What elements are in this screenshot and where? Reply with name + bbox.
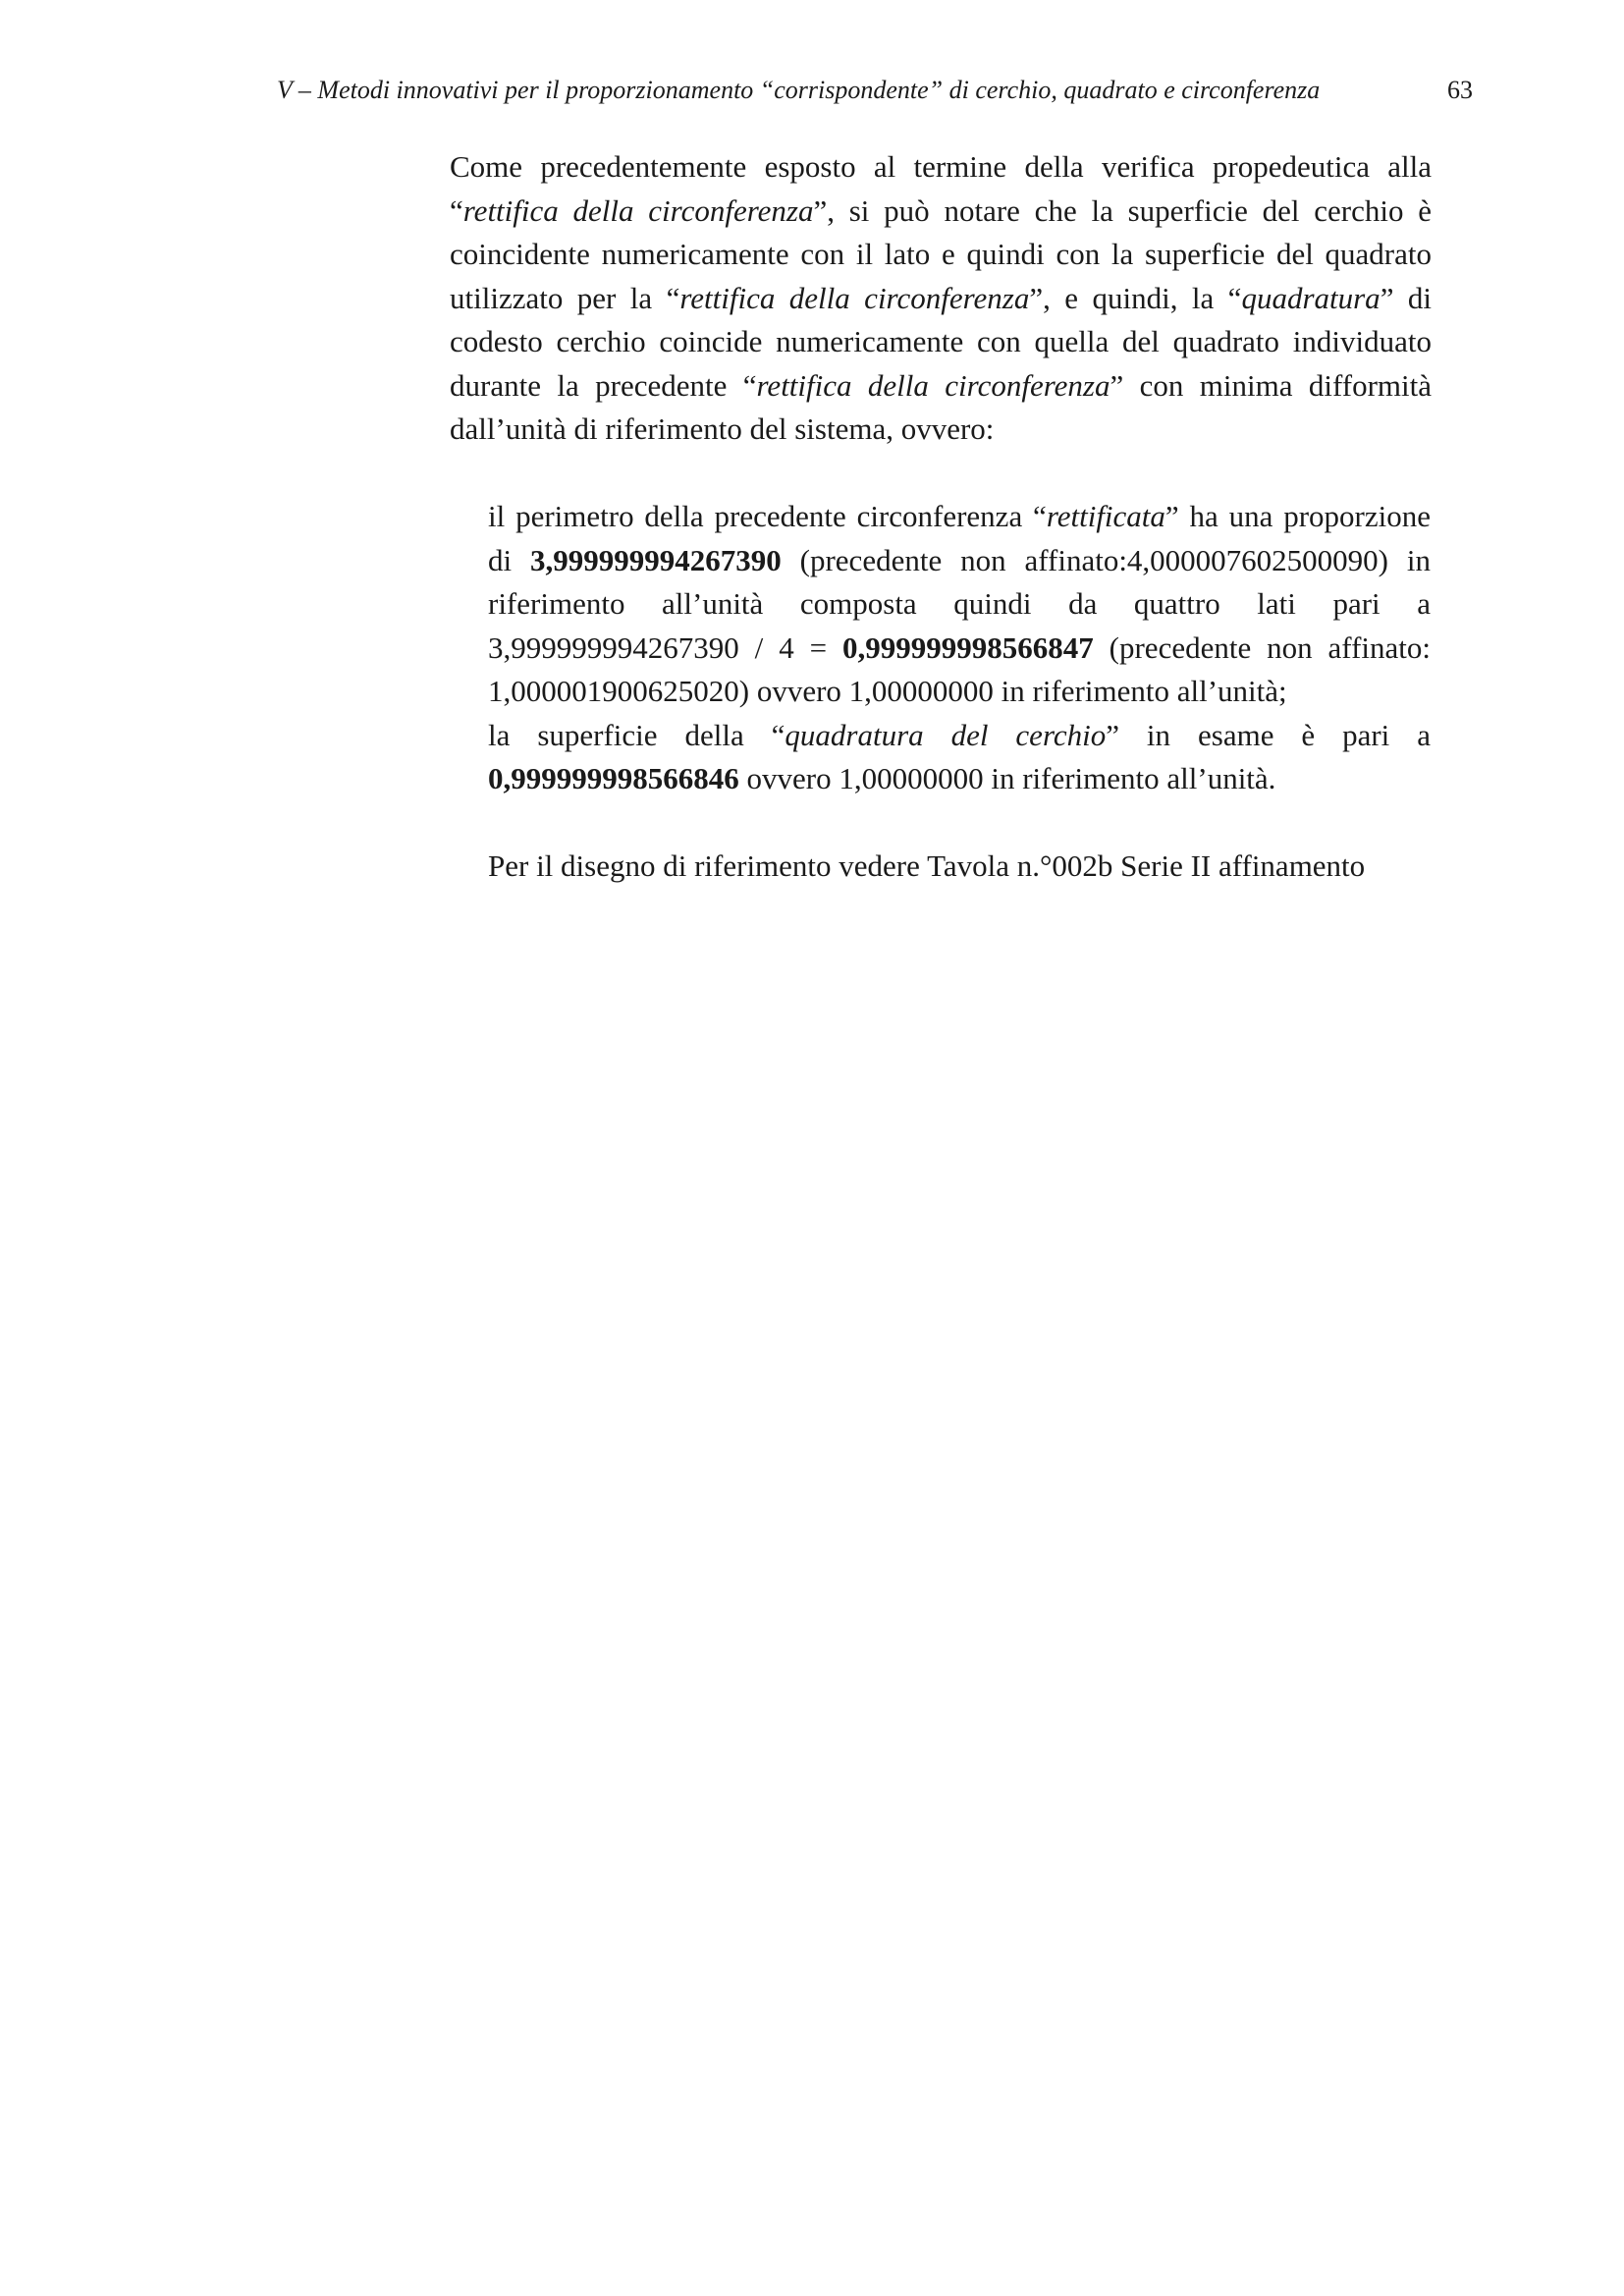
indented-block: [488, 495, 1431, 801]
intro-italic-1: rettifica della circonferenza: [462, 192, 814, 228]
quote-text-5: la superficie della “: [488, 717, 785, 752]
intro-text-1: Come precedentemente esposto al termine della verifica propedeutica alla “: [450, 149, 1432, 228]
quote-text-7: ovvero 1,00000000 in riferimento all’unità.: [738, 761, 1276, 795]
drawing-reference: Per il disegno di riferimento vedere Tavola n.°002b Serie II affinamento: [488, 848, 1366, 883]
quote-text-3: (precedente non affinato:4,000007602500090) in riferimento all’unità composta quindi da quattro lati pari a 3,999999994267390 / 4 =: [488, 542, 1432, 665]
intro-text-2: ”, si può notare che la superficie del cerchio è coincidente numericamente con il lato e quindi con la superficie del quadrato utilizzato per la “: [450, 192, 1432, 315]
intro-italic-2: rettifica della circonferenza: [679, 280, 1030, 315]
surface-paragraph: [488, 714, 1431, 801]
intro-text-4: ” di codesto cerchio coincide numericamente con quella del quadrato individuato durante la precedente “: [450, 280, 1432, 403]
intro-paragraph: [450, 145, 1432, 452]
quote-bold-3: 0,999999998566846: [488, 761, 739, 795]
quote-italic-1: rettificata: [1046, 499, 1165, 533]
quote-text-1: il perimetro della precedente circonferenza “: [488, 499, 1047, 533]
quote-text-4: (precedente non affinato: 1,000001900625020) ovvero 1,00000000 in riferimento all’unità;: [488, 629, 1431, 708]
quote-bold-2: 0,999999998566847: [842, 629, 1094, 665]
intro-italic-4: rettifica della circonferenza: [756, 367, 1110, 403]
intro-text-3: ”, e quindi, la “: [1029, 280, 1242, 315]
perimeter-paragraph: [488, 495, 1431, 714]
quote-italic-2: quadratura del cerchio: [785, 717, 1107, 752]
quote-bold-1: 3,999999994267390: [530, 542, 782, 577]
intro-italic-3: quadratura: [1241, 280, 1380, 315]
quote-text-2: ” ha una proporzione di: [488, 499, 1431, 577]
page-number: 63: [1447, 76, 1473, 104]
running-title: V – Metodi innovativi per il proporzionamento “corrispondente” di cerchio, quadrato e circonferenza: [277, 76, 1321, 104]
running-header: [277, 71, 1473, 110]
intro-text-5: ” con minima difformità dall’unità di riferimento del sistema, ovvero:: [450, 367, 1432, 446]
body-paragraph: [450, 145, 1432, 452]
quote-text-6: ” in esame è pari a: [1106, 717, 1431, 752]
